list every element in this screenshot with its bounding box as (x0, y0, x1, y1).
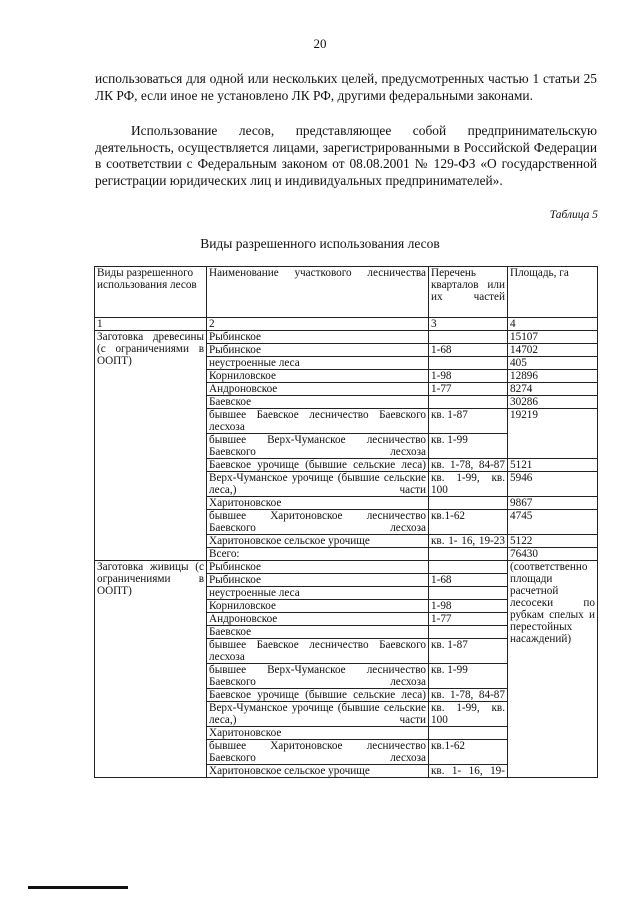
forestry-name-cell: Корниловское (207, 600, 429, 613)
quarters-cell (429, 396, 508, 409)
forestry-name-cell: Рыбинское (207, 574, 429, 587)
table-row (95, 561, 598, 574)
quarters-cell: кв. 1-99 (429, 664, 508, 689)
forestry-name-cell: бывшее Харитоновское лесничество Баевского лесхоза (207, 740, 429, 765)
column-number-row (95, 318, 598, 331)
quarters-cell: кв. 1-87 (429, 409, 508, 434)
forestry-name-cell: бывшее Верх-Чуманское лесничество Баевского лесхоза (207, 434, 429, 459)
area-cell: 14702 (508, 344, 598, 357)
forestry-name-cell: Баевское урочище (бывшие сельские леса) (207, 459, 429, 472)
quarters-cell: кв.1-62 (429, 740, 508, 765)
quarters-cell: кв.1-62 (429, 510, 508, 535)
area-note-cell: (соответственно площади расчетной лесосеки по рубкам спелых и перестойных насаждений) (508, 561, 598, 778)
header-cell: Площадь, га (508, 267, 598, 318)
quarters-cell (429, 727, 508, 740)
quarters-cell: 1-68 (429, 574, 508, 587)
forestry-name-cell: Рыбинское (207, 331, 429, 344)
quarters-cell (429, 587, 508, 600)
quarters-cell: кв. 1- 16, 19-23 (429, 535, 508, 548)
bottom-rule (28, 886, 128, 889)
forestry-name-cell: Харитоновское сельское урочище (207, 535, 429, 548)
paragraph-continuation: использоваться для одной или нескольких целей, предусмотренных частью 1 статьи 25 ЛК РФ, если иное не установлено ЛК РФ, другими федеральными законами. (95, 71, 597, 103)
quarters-cell: кв. 1-78, 84-87 (429, 459, 508, 472)
forestry-name-cell: неустроенные леса (207, 357, 429, 370)
table-title: Виды разрешенного использования лесов (200, 236, 440, 251)
forestry-name-cell: бывшее Верх-Чуманское лесничество Баевского лесхоза (207, 664, 429, 689)
forestry-name-cell: бывшее Баевское лесничество Баевского лесхоза (207, 639, 429, 664)
forest-use-table (94, 266, 598, 778)
area-cell: 9867 (508, 497, 598, 510)
use-type-cell: Заготовка живицы (с ограничениями в ООПТ) (95, 561, 207, 778)
quarters-cell: кв. 1-99, кв. 100 (429, 472, 508, 497)
area-cell: 5946 (508, 472, 598, 497)
quarters-cell: кв. 1-78, 84-87 (429, 689, 508, 702)
forestry-name-cell: бывшее Баевское лесничество Баевского лесхоза (207, 409, 429, 434)
paragraph-business-use: Использование лесов, представляющее собой предпринимательскую деятельность, осуществляется лицами, зарегистрированными в Российской Федерации в соответствии с Федеральным законом от 08.08.2001 № 129-ФЗ «О государственной регистрации юридических лиц и индивидуальных предпринимателей». (95, 123, 597, 188)
forestry-name-cell: неустроенные леса (207, 587, 429, 600)
area-cell: 15107 (508, 331, 598, 344)
forestry-name-cell: Баевское урочище (бывшие сельские леса) (207, 689, 429, 702)
forestry-name-cell: Верх-Чуманское урочище (бывшие сельские леса,) части (207, 702, 429, 727)
quarters-cell: 1-98 (429, 370, 508, 383)
quarters-cell: 1-68 (429, 344, 508, 357)
area-cell: 19219 (508, 409, 598, 459)
forestry-name-cell: Баевское (207, 626, 429, 639)
forestry-name-cell: Всего: (207, 548, 429, 561)
area-cell: 8274 (508, 383, 598, 396)
forestry-name-cell: Рыбинское (207, 344, 429, 357)
forestry-name-cell: бывшее Харитоновское лесничество Баевского лесхоза (207, 510, 429, 535)
quarters-cell (429, 626, 508, 639)
column-number: 3 (429, 318, 508, 331)
area-cell: 5122 (508, 535, 598, 548)
quarters-cell: 1-77 (429, 383, 508, 396)
column-number: 4 (508, 318, 598, 331)
quarters-cell (429, 548, 508, 561)
use-type-cell: Заготовка древесины (с ограничениями в ООПТ) (95, 331, 207, 561)
quarters-cell: кв. 1-99 (429, 434, 508, 459)
quarters-cell: кв. 1-87 (429, 639, 508, 664)
forestry-name-cell: Андроновское (207, 383, 429, 396)
quarters-cell (429, 561, 508, 574)
forestry-name-cell: Харитоновское (207, 497, 429, 510)
header-cell: Перечень кварталов или их частей (429, 267, 508, 318)
area-cell: 76430 (508, 548, 598, 561)
column-number: 2 (207, 318, 429, 331)
area-cell: 5121 (508, 459, 598, 472)
forestry-name-cell: Баевское (207, 396, 429, 409)
forestry-name-cell: Андроновское (207, 613, 429, 626)
header-cell: Наименование участкового лесничества (207, 267, 429, 318)
forestry-name-cell: Верх-Чуманское урочище (бывшие сельские леса,) части (207, 472, 429, 497)
area-cell: 30286 (508, 396, 598, 409)
page-number: 20 (313, 36, 327, 51)
table-label: Таблица 5 (549, 209, 598, 221)
quarters-cell: кв. 1-99, кв. 100 (429, 702, 508, 727)
header-cell: Виды разрешенного использования лесов (95, 267, 207, 318)
area-cell: 4745 (508, 510, 598, 535)
forestry-name-cell: Корниловское (207, 370, 429, 383)
table-header-row (95, 267, 598, 318)
table-row (95, 331, 598, 344)
quarters-cell: кв. 1- 16, 19- (429, 765, 508, 778)
forestry-name-cell: Рыбинское (207, 561, 429, 574)
quarters-cell (429, 497, 508, 510)
forestry-name-cell: Харитоновское сельское урочище (207, 765, 429, 778)
area-cell: 12896 (508, 370, 598, 383)
area-cell: 405 (508, 357, 598, 370)
column-number: 1 (95, 318, 207, 331)
quarters-cell: 1-77 (429, 613, 508, 626)
quarters-cell (429, 357, 508, 370)
quarters-cell: 1-98 (429, 600, 508, 613)
quarters-cell (429, 331, 508, 344)
forestry-name-cell: Харитоновское (207, 727, 429, 740)
